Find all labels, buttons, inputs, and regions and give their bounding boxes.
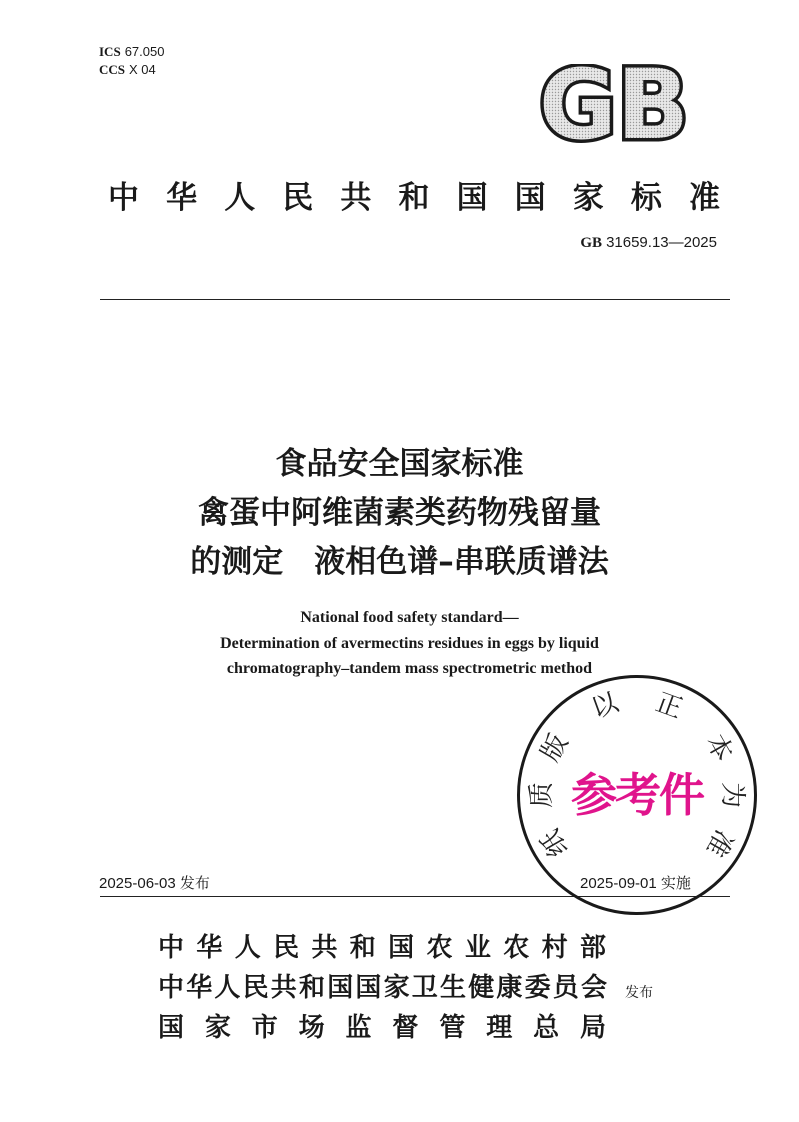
- issuer: 中华人民共和国国家卫生健康委员会: [158, 973, 606, 1003]
- stamp-char: 质: [527, 782, 557, 809]
- heading-char: 国: [514, 180, 546, 216]
- title-line: chromatography–tandem mass spectrometric method: [226, 660, 593, 677]
- title-line: 禽蛋中阿维菌素类药物残留量: [198, 495, 601, 531]
- svg-text:GB: GB: [539, 64, 689, 144]
- heading-char: 华: [166, 180, 198, 216]
- divider: [100, 299, 730, 300]
- stamp-char: 正: [652, 687, 687, 725]
- implement-date: 2025-09-01 实施: [580, 875, 691, 892]
- stamp-char: 以: [587, 687, 622, 725]
- stamp-char: 纸: [535, 823, 575, 862]
- heading-char: 中: [108, 180, 139, 216]
- chinese-title: [0, 440, 799, 587]
- publish-date: 2025-06-03 发布: [99, 875, 210, 892]
- heading-char: 人: [224, 180, 256, 216]
- standard-number: GB 31659.13—2025: [580, 234, 717, 251]
- heading-char: 准: [688, 180, 720, 216]
- reference-copy-mark: 参考件: [571, 768, 703, 822]
- title-line: National food safety standard—: [300, 609, 519, 626]
- ics-code: ICS 67.050: [99, 44, 165, 59]
- national-standard-heading: [108, 172, 720, 217]
- heading-char: 民: [282, 180, 314, 216]
- gb-logo: [536, 64, 692, 144]
- heading-char: 和: [398, 180, 430, 216]
- english-title: [0, 605, 799, 682]
- heading-char: 共: [340, 180, 372, 216]
- stamp-char: 本: [699, 728, 739, 767]
- issuing-authorities: [158, 928, 606, 1048]
- stamp-char: 准: [699, 823, 739, 862]
- stamp-char: 为: [717, 781, 747, 808]
- heading-char: 家: [572, 180, 604, 216]
- stamp-char: 版: [535, 728, 575, 767]
- heading-char: 国: [456, 180, 488, 216]
- title-line: 食品安全国家标准: [275, 446, 524, 482]
- title-line: Determination of avermectins residues in eggs by liquid: [220, 634, 599, 652]
- classification-codes: [99, 43, 164, 79]
- issuer: 中华人民共和国农业农村部: [158, 933, 606, 963]
- issuer: 国家市场监督管理总局: [158, 1013, 606, 1043]
- ccs-code: CCS X 04: [99, 62, 156, 77]
- heading-char: 标: [630, 180, 662, 216]
- title-line: 的测定 液相色谱–串联质谱法: [190, 544, 609, 580]
- publish-label: 发布: [625, 985, 653, 1001]
